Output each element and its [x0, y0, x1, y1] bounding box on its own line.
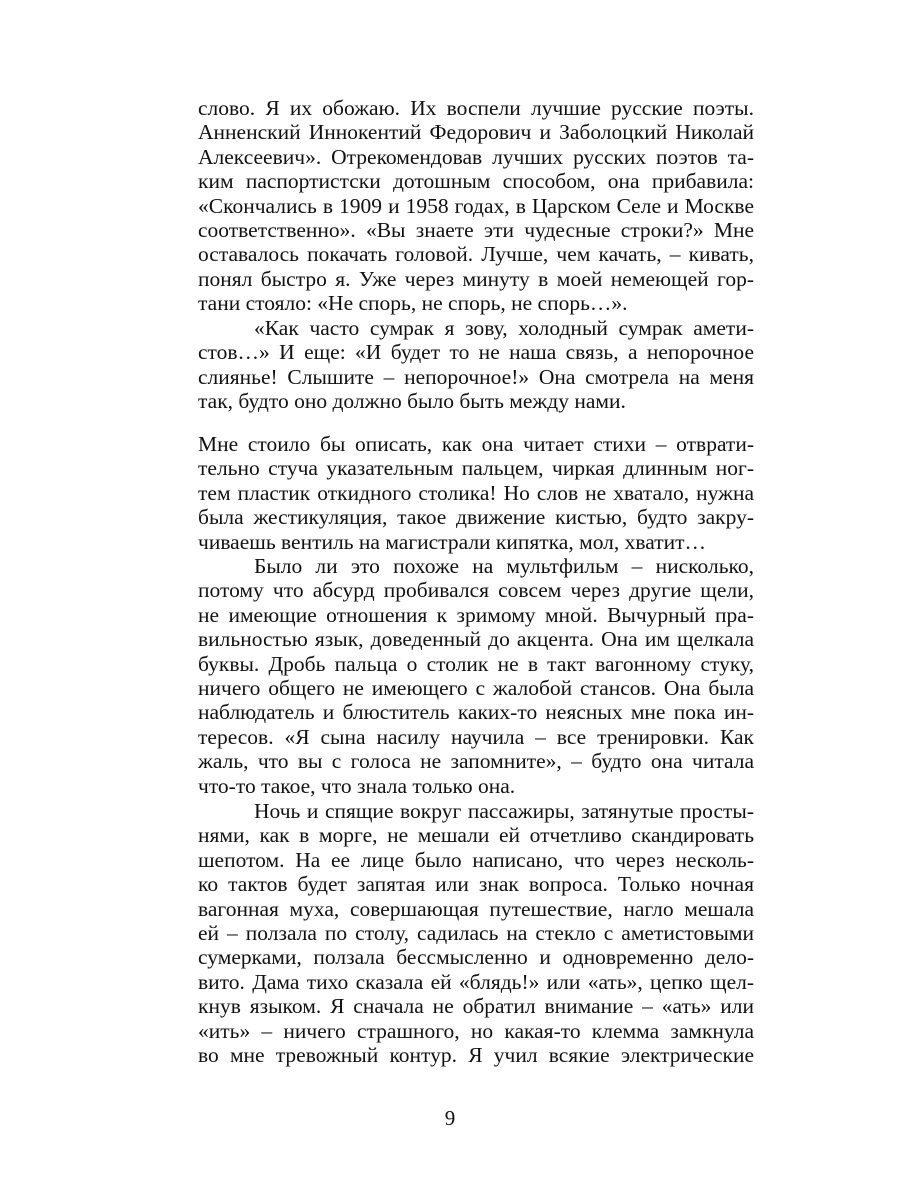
text-line: вильностью язык, доведенный до акцента. Она им щелкала	[198, 627, 754, 652]
text-line: «Скончались в 1909 и 1958 годах, в Царском Селе и Москве	[198, 193, 754, 218]
text-line: не имеющие отношения к зримому мной. Вычурный пра-	[198, 602, 754, 627]
text-line: была жестикуляция, такое движение кистью, будто закру-	[198, 505, 754, 530]
text-line: стов…» И еще: «И будет то не наша связь, а непорочное	[198, 340, 754, 365]
text-line: ким паспортистски дотошным способом, она прибавила:	[198, 169, 754, 194]
text-line: нями, как в морге, не мешали ей отчетливо скандировать	[198, 823, 754, 848]
text-line: буквы. Дробь пальца о столик не в такт вагонному стуку,	[198, 651, 754, 676]
text-line: «ить» – ничего страшного, но какая-то клемма замкнула	[198, 1018, 754, 1043]
paragraph-4	[198, 554, 754, 798]
text-line: соответственно». «Вы знаете эти чудесные строки?» Мне	[198, 218, 754, 243]
text-line: шепотом. На ее лице было написано, что через несколь-	[198, 847, 754, 872]
paragraph-5	[198, 799, 754, 1067]
text-line: тельно стуча указательным пальцем, чиркая длинным ног-	[198, 456, 754, 481]
text-line: тани стояло: «Не спорь, не спорь, не спорь…».	[198, 291, 628, 316]
text-line: слово. Я их обожаю. Их воспели лучшие русские поэты.	[198, 96, 754, 120]
text-line: тересов. «Я сына насилу научила – все тренировки. Как	[198, 724, 754, 749]
text-line: жаль, что вы с голоса не запомните», – будто она читала	[198, 749, 754, 774]
text-line: слиянье! Слышите – непорочное!» Она смотрела на меня	[198, 364, 754, 389]
text-line: Было ли это похоже на мультфильм – нисколько,	[254, 554, 754, 578]
paragraph-3	[198, 432, 754, 554]
text-line: Ночь и спящие вокруг пассажиры, затянутые просты-	[254, 799, 754, 823]
text-line: «Как часто сумрак я зову, холодный сумрак амети-	[254, 316, 754, 340]
text-line: Алексеевич». Отрекомендовав лучших русских поэтов та-	[198, 144, 754, 169]
text-line: кнув языком. Я сначала не обратил внимание – «ать» или	[198, 994, 754, 1019]
paragraph-1	[198, 96, 754, 316]
text-line: так, будто оно должно было быть между нами.	[198, 389, 626, 414]
paragraph-2	[198, 316, 754, 414]
text-line: вито. Дама тихо сказала ей «блядь!» или «ать», цепко щел-	[198, 969, 754, 994]
text-line: наблюдатель и блюститель каких-то неясных мне пока ин-	[198, 700, 754, 725]
text-line: ничего общего не имеющего с жалобой стансов. Она была	[198, 676, 754, 701]
text-line: чиваешь вентиль на магистрали кипятка, мол, хватит…	[198, 529, 707, 554]
text-line: во мне тревожный контур. Я учил всякие электрические	[198, 1043, 754, 1068]
text-line: вагонная муха, совершающая путешествие, нагло мешала	[198, 896, 754, 921]
text-line: ей – ползала по столу, садилась на стекло с аметистовыми	[198, 921, 754, 946]
text-line: сумерками, ползала бессмысленно и одновременно дело-	[198, 945, 754, 970]
text-line: потому что абсурд пробивался совсем через другие щели,	[198, 578, 754, 603]
text-line: тем пластик откидного столика! Но слов не хватало, нужна	[198, 480, 754, 505]
page-number: 9	[444, 1106, 456, 1130]
text-line: понял быстро я. Уже через минуту в моей немеющей гор-	[198, 266, 754, 291]
text-line: оставалось покачать головой. Лучше, чем качать, – кивать,	[198, 242, 754, 267]
text-line: Мне стоило бы описать, как она читает стихи – отврати-	[198, 432, 754, 456]
text-line: ко тактов будет запятая или знак вопроса. Только ночная	[198, 872, 754, 897]
text-line: Анненский Иннокентий Федорович и Заболоцкий Николай	[198, 120, 754, 145]
text-line: что-то такое, что знала только она.	[198, 773, 516, 798]
